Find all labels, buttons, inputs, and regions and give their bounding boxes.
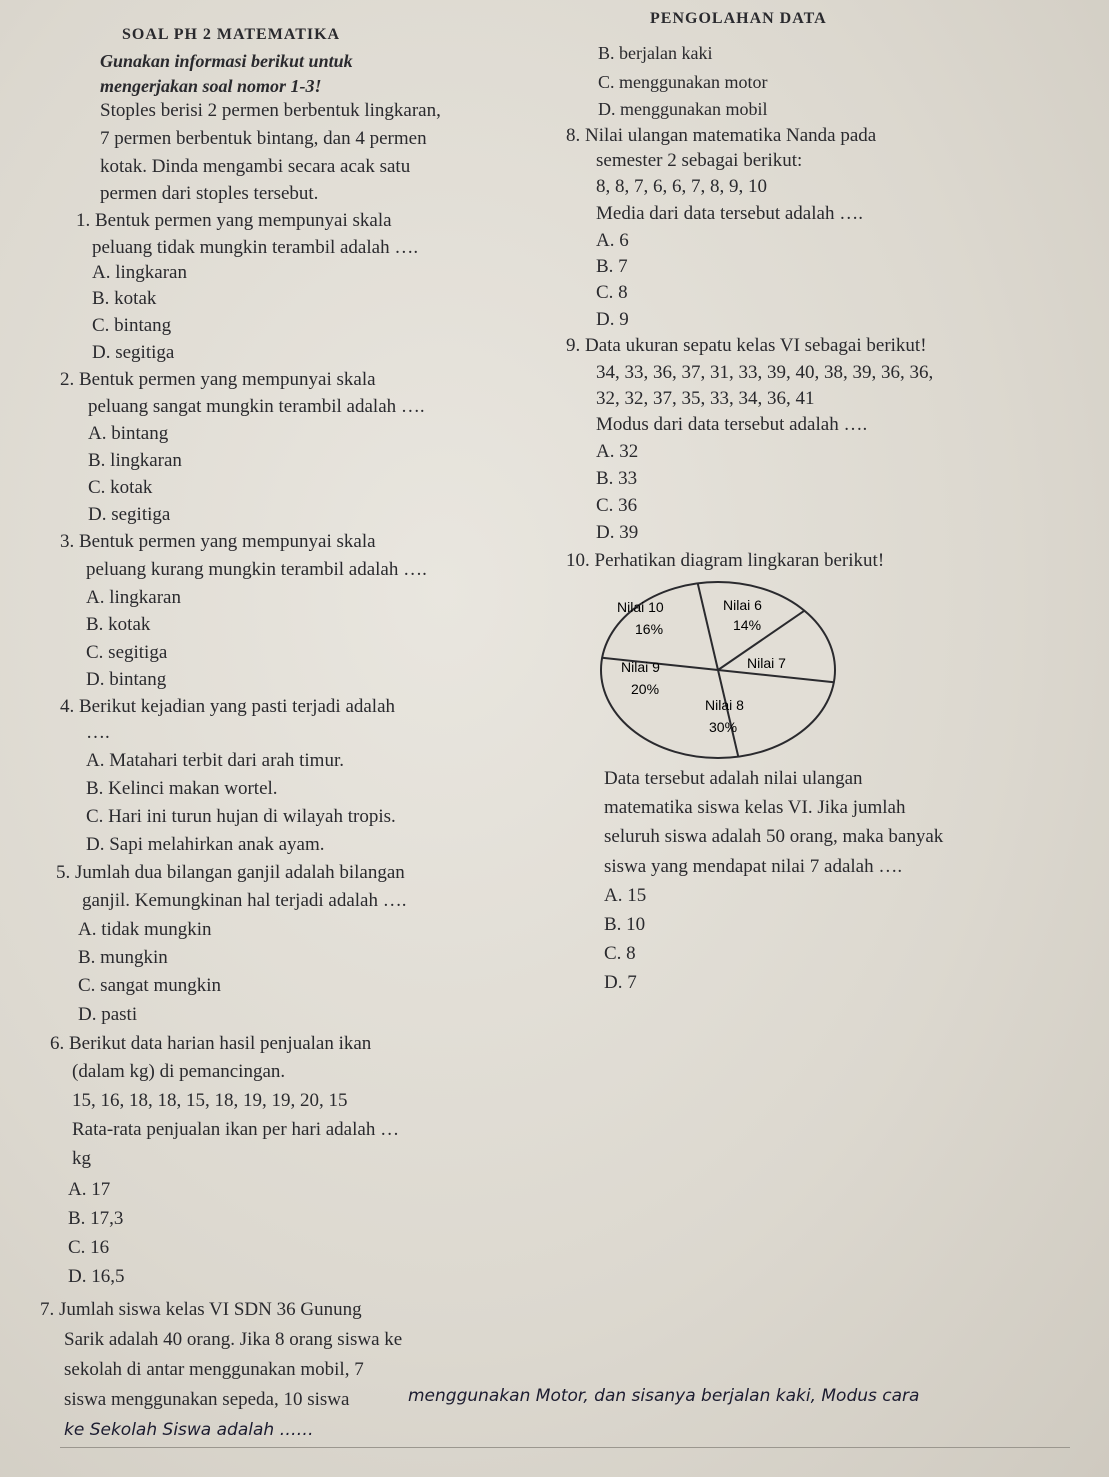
question-2-stem: 2. Bentuk permen yang mempunyai skala (60, 369, 376, 390)
story-line: kotak. Dinda mengambi secara acak satu (100, 156, 411, 177)
question-5-option-b: B. mungkin (78, 947, 168, 968)
question-8-stem: 8. Nilai ulangan matematika Nanda pada (566, 125, 877, 146)
slice-label-nilai-6: Nilai 6 (723, 597, 762, 613)
question-3-option-d: D. bintang (86, 669, 167, 690)
question-10-option-c: C. 8 (604, 943, 636, 964)
question-7-option-d: D. menggunakan mobil (598, 99, 768, 119)
question-3-option-b: B. kotak (86, 614, 151, 635)
question-10-context: seluruh siswa adalah 50 orang, maka banyak (604, 826, 944, 847)
question-2-stem: peluang sangat mungkin terambil adalah …. (88, 396, 425, 417)
answer-line (60, 1447, 1070, 1448)
question-8-stem: semester 2 sebagai berikut: (596, 150, 803, 171)
slice-value-nilai-6: 14% (733, 617, 762, 633)
question-9-data: 32, 32, 37, 35, 33, 34, 36, 41 (596, 388, 815, 409)
question-1-option-b: B. kotak (92, 288, 157, 309)
question-4-option-c: C. Hari ini turun hujan di wilayah tropis. (86, 806, 396, 827)
question-1-stem: 1. Bentuk permen yang mempunyai skala (76, 210, 392, 231)
question-7-option-c: C. menggunakan motor (598, 72, 768, 92)
question-10-context: siswa yang mendapat nilai 7 adalah …. (604, 856, 903, 877)
question-6-data: 15, 16, 18, 18, 15, 18, 19, 19, 20, 15 (72, 1090, 348, 1111)
worksheet-topic: PENGOLAHAN DATA (650, 10, 827, 27)
question-10-option-b: B. 10 (604, 914, 646, 935)
worksheet-title: SOAL PH 2 MATEMATIKA (122, 26, 341, 43)
question-8-option-d: D. 9 (596, 309, 629, 330)
question-7-handwritten-answer: ke Sekolah Siswa adalah …… (64, 1420, 314, 1440)
slice-label-nilai-7: Nilai 7 (747, 655, 786, 671)
question-7-handwritten-answer: menggunakan Motor, dan sisanya berjalan kaki, Modus cara (408, 1386, 920, 1406)
question-9-data: 34, 33, 36, 37, 31, 33, 39, 40, 38, 39, 36, 36, (596, 362, 934, 383)
question-6-stem: kg (72, 1148, 91, 1169)
question-7-option-b: B. berjalan kaki (598, 43, 713, 63)
slice-value-nilai-8: 30% (709, 719, 738, 735)
question-6-stem: Rata-rata penjualan ikan per hari adalah … (72, 1119, 400, 1140)
question-5-stem: 5. Jumlah dua bilangan ganjil adalah bilangan (56, 862, 405, 883)
question-4-stem: …. (86, 722, 110, 743)
question-8-option-a: A. 6 (596, 230, 629, 251)
question-3-stem: peluang kurang mungkin terambil adalah …. (86, 559, 427, 580)
question-6-stem: 6. Berikut data harian hasil penjualan ikan (50, 1033, 372, 1054)
question-2-option-c: C. kotak (88, 477, 153, 498)
question-4-option-d: D. Sapi melahirkan anak ayam. (86, 834, 325, 855)
question-6-option-d: D. 16,5 (68, 1266, 125, 1287)
instruction-line-1: Gunakan informasi berikut untuk (100, 51, 353, 71)
question-8-option-b: B. 7 (596, 256, 628, 277)
story-line: permen dari stoples tersebut. (100, 183, 319, 204)
question-9-stem: 9. Data ukuran sepatu kelas VI sebagai berikut! (566, 335, 927, 356)
slice-label-nilai-10: Nilai 10 (617, 599, 664, 615)
question-9-option-d: D. 39 (596, 522, 639, 543)
question-4-option-a: A. Matahari terbit dari arah timur. (86, 750, 344, 771)
question-7-stem: sekolah di antar menggunakan mobil, 7 (64, 1359, 364, 1380)
question-2-option-a: A. bintang (88, 423, 169, 444)
pie-chart (595, 570, 845, 770)
question-1-option-d: D. segitiga (92, 342, 175, 363)
instruction-line-2: mengerjakan soal nomor 1-3! (100, 76, 322, 96)
question-7-stem: siswa menggunakan sepeda, 10 siswa (64, 1389, 350, 1410)
slice-value-nilai-10: 16% (635, 621, 664, 637)
slice-label-nilai-8: Nilai 8 (705, 697, 744, 713)
question-10-stem: 10. Perhatikan diagram lingkaran berikut! (566, 550, 885, 571)
question-8-option-c: C. 8 (596, 282, 628, 303)
question-5-option-a: A. tidak mungkin (78, 919, 212, 940)
question-9-option-b: B. 33 (596, 468, 638, 489)
question-3-option-c: C. segitiga (86, 642, 168, 663)
question-8-stem: Media dari data tersebut adalah …. (596, 203, 863, 224)
question-3-option-a: A. lingkaran (86, 587, 181, 608)
question-10-option-a: A. 15 (604, 885, 647, 906)
question-2-option-b: B. lingkaran (88, 450, 182, 471)
question-7-stem: Sarik adalah 40 orang. Jika 8 orang siswa ke (64, 1329, 403, 1350)
question-2-option-d: D. segitiga (88, 504, 171, 525)
question-10-option-d: D. 7 (604, 972, 637, 993)
question-6-option-a: A. 17 (68, 1179, 111, 1200)
story-line: 7 permen berbentuk bintang, dan 4 permen (100, 128, 427, 149)
question-7-stem: 7. Jumlah siswa kelas VI SDN 36 Gunung (40, 1299, 362, 1320)
question-5-option-c: C. sangat mungkin (78, 975, 222, 996)
question-9-option-c: C. 36 (596, 495, 638, 516)
question-10-context: matematika siswa kelas VI. Jika jumlah (604, 797, 906, 818)
slice-value-nilai-9: 20% (631, 681, 660, 697)
slice-label-nilai-9: Nilai 9 (621, 659, 660, 675)
question-9-option-a: A. 32 (596, 441, 639, 462)
question-5-option-d: D. pasti (78, 1004, 138, 1025)
question-9-stem: Modus dari data tersebut adalah …. (596, 414, 868, 435)
question-3-stem: 3. Bentuk permen yang mempunyai skala (60, 531, 376, 552)
question-8-data: 8, 8, 7, 6, 6, 7, 8, 9, 10 (596, 176, 767, 197)
question-5-stem: ganjil. Kemungkinan hal terjadi adalah …. (82, 890, 407, 911)
question-4-option-b: B. Kelinci makan wortel. (86, 778, 278, 799)
question-6-stem: (dalam kg) di pemancingan. (72, 1061, 286, 1082)
question-6-option-b: B. 17,3 (68, 1208, 124, 1229)
question-4-stem: 4. Berikut kejadian yang pasti terjadi adalah (60, 696, 396, 717)
question-1-option-c: C. bintang (92, 315, 172, 336)
question-10-context: Data tersebut adalah nilai ulangan (604, 768, 863, 789)
question-6-option-c: C. 16 (68, 1237, 110, 1258)
story-line: Stoples berisi 2 permen berbentuk lingkaran, (100, 100, 441, 121)
question-1-stem: peluang tidak mungkin terambil adalah …. (92, 237, 419, 258)
question-1-option-a: A. lingkaran (92, 262, 187, 283)
